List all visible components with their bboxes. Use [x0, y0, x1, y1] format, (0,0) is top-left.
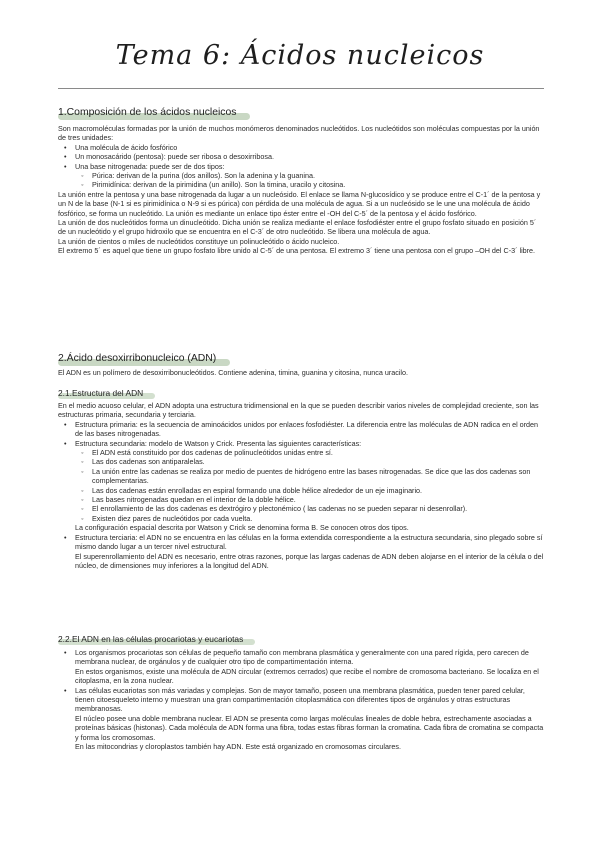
- sub-list-item: ◦ El ADN está constituido por dos cadenas de polinucleótidos unidas entre sí.: [58, 448, 546, 457]
- cell-types-list-continued: [58, 686, 546, 714]
- section-heading-composition: [58, 107, 240, 119]
- list-item: • Estructura terciaria: el ADN no se encuentra en las células en la forma extendida correspondiente a la estructura secundaria, sino plegado sobre sí mismo dando lugar a un tercer nivel estructural.: [58, 533, 546, 552]
- subsection-body-cells: [58, 648, 546, 751]
- subsection-heading-structure: [58, 388, 147, 398]
- paragraph: El superenrollamiento del ADN es necesario, entre otras razones, porque las largas cadenas de ADN deben alojarse en el interior de la célula o del núcleo, de dimensiones muy inferiores a la longitud del ADN.: [75, 551, 544, 570]
- list-item: • Estructura primaria: es la secuencia de aminoácidos unidos por enlaces fosfodiéster. La diferencia entre las moléculas de ADN radica en el orden de las bases nitrogenadas.: [58, 420, 546, 439]
- sub-list-item: ◦ Púrica: derivan de la purina (dos anillos). Son la adenina y la guanina.: [58, 171, 546, 180]
- structure-list: [58, 420, 546, 523]
- section-intro-adn: [58, 368, 546, 377]
- paragraph: En el medio acuoso celular, el ADN adopta una estructura tridimensional en la que se pueden describir varios niveles de complejidad creciente, son las estructuras primaria, secundaria y terciaria.: [58, 401, 539, 420]
- section-heading-text: 2.Ácido desoxirribonucleico (ADN): [58, 353, 217, 364]
- paragraph: Son macromoléculas formadas por la unión de muchos monómeros denominados nucleótidos. Los nucleótidos son moléculas compuestas por la unión de tres unidades:: [58, 124, 540, 143]
- section-body-composition: [58, 124, 546, 256]
- section-heading-text: 1.Composición de los ácidos nucleicos: [58, 107, 237, 118]
- sub-list-item: ◦ Pirimidínica: derivan de la pirimidina (un anillo). Son la timina, uracilo y citosina.: [58, 180, 546, 189]
- cell-types-list: [58, 648, 546, 667]
- section-heading-adn: [58, 353, 220, 365]
- sub-list-item: ◦ Las bases nitrogenadas quedan en el interior de la doble hélice.: [58, 495, 546, 504]
- list-item: • Un monosacárido (pentosa): puede ser ribosa o desoxirribosa.: [58, 152, 546, 161]
- subsection-heading-cells: [58, 634, 247, 644]
- page-title: Tema 6: Ácidos nucleicos: [115, 40, 485, 71]
- paragraph: El núcleo posee una doble membrana nuclear. El ADN se presenta como largas moléculas lineales de doble hebra, estrechamente asociadas a proteínas básicas (histonas). Cada molécula de ADN forma una fibra, todas estas fibras forman la cromatina. Cada fibra de cromatina se compacta y forma los cromosomas.: [75, 713, 544, 742]
- structure-list-continued: [58, 533, 546, 552]
- subsection-heading-text: 2.1.Estructura del ADN: [58, 388, 144, 398]
- paragraph: En las mitocondrias y cloroplastos también hay ADN. Este está organizado en cromosomas circulares.: [75, 742, 401, 752]
- paragraph: La unión entre la pentosa y una base nitrogenada da lugar a un nucleósido. El enlace se llama N-glucosídico y se produce entre el C-1´ de la pentosa y un N de la base (N-1 si es pirimidínica o N-9 si es púrica) con pérdida de una molécula de agua. Si a un nucleósido se le une una molécula de ácido fosfórico, se forma un nucleótido. La unión es mediante un enlace tipo éster entre el -OH del C-5´ de la pentosa y el ácido fosfórico.: [58, 189, 541, 218]
- list-item: • Una base nitrogenada: puede ser de dos tipos:: [58, 162, 546, 171]
- component-list: [58, 143, 546, 190]
- paragraph: La configuración espacial descrita por Watson y Crick se denomina forma B. Se conocen otros dos tipos.: [75, 523, 409, 533]
- sub-list-item: ◦ Las dos cadenas son antiparalelas.: [58, 457, 546, 466]
- list-item: • Las células eucariotas son más variadas y complejas. Son de mayor tamaño, poseen una membrana plasmática, pueden tener pared celular, tienen citoesqueleto interno y muestran una gran compartimentación citoplasmática con diferentes tipos de orgánulos y otras estructuras membranosas.: [58, 686, 546, 714]
- subsection-body-structure: [58, 401, 546, 570]
- paragraph: En estos organismos, existe una molécula de ADN circular (extremos cerrados) que recibe el nombre de cromosoma bacteriano. Se localiza en el citoplasma, en la zona nuclear.: [75, 666, 539, 686]
- subsection-heading-text: 2.2.El ADN en las células procariotas y eucariotas: [58, 634, 244, 644]
- paragraph: El extremo 5´ es aquel que tiene un grupo fosfato libre unido al C-5´ de una pentosa. El extremo 3´ tiene una pentosa con el grupo –OH del C-3´ libre.: [58, 246, 536, 256]
- sub-list-item: ◦ La unión entre las cadenas se realiza por medio de puentes de hidrógeno entre las bases nitrogenadas. Se dice que las dos cadenas son complementarias.: [58, 467, 546, 486]
- paragraph: La unión de dos nucleótidos forma un dinucleótido. Dicha unión se realiza mediante el enlace fosfodiéster entre el grupo fosfato situado en posición 5´ de un nucleótido y el grupo hidroxilo que se encuentra en el C-3´ de otro nucleótido. Se libera una molécula de agua.: [58, 218, 537, 237]
- list-item: • Una molécula de ácido fosfórico: [58, 143, 546, 152]
- list-item: • Estructura secundaria: modelo de Watson y Crick. Presenta las siguientes características:: [58, 439, 546, 448]
- sub-list-item: ◦ Existen diez pares de nucleótidos por cada vuelta.: [58, 514, 546, 523]
- title-divider: [58, 88, 544, 89]
- paragraph: La unión de cientos o miles de nucleótidos constituye un polinucleótido o ácido nucleico.: [58, 236, 340, 246]
- sub-list-item: ◦ El enrollamiento de las dos cadenas es dextrógiro y plectonémico ( las cadenas no se pueden separar ni desenrollar).: [58, 504, 546, 513]
- paragraph: El ADN es un polímero de desoxirribonucleótidos. Contiene adenina, timina, guanina y citosina, nunca uracilo.: [58, 368, 408, 377]
- sub-list-item: ◦ Las dos cadenas están enrolladas en espiral formando una doble hélice alrededor de un eje imaginario.: [58, 486, 546, 495]
- list-item: • Los organismos procariotas son células de pequeño tamaño con membrana plasmática y generalmente con una pared rígida, pero carecen de membrana nuclear, de orgánulos y de cualquier otro tipo de compartimentación interna.: [58, 648, 546, 667]
